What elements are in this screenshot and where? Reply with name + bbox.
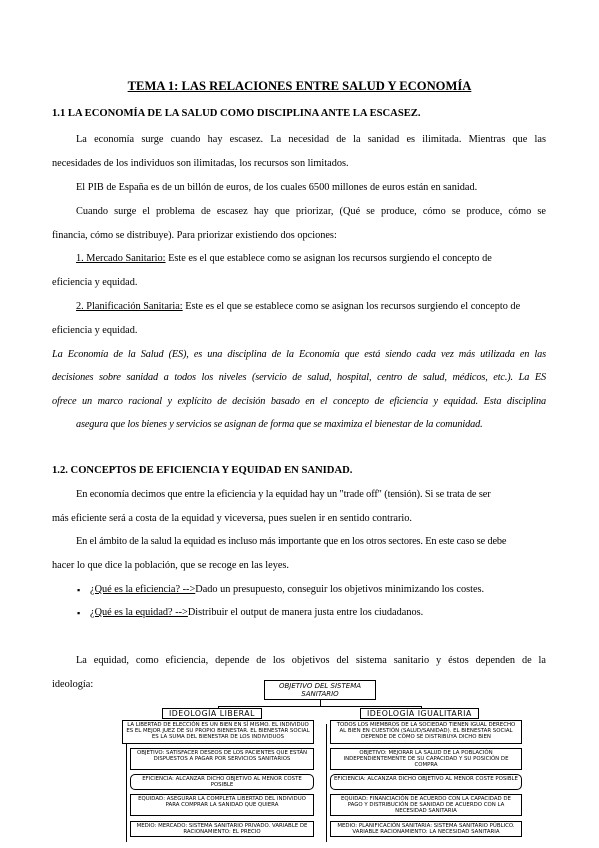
ideology-diagram: [116, 680, 524, 846]
bullet-text: [90, 584, 546, 596]
option-text: Este es el que establece como se asignan los recursos surgiendo el concepto de: [165, 253, 492, 264]
paragraph-line: eficiencia y equidad.: [52, 277, 138, 288]
igualitaria-box-equity: EQUIDAD: FINANCIACIÓN DE ACUERDO CON LA CAPACIDAD DE PAGO Y DISTRIBUCIÓN DE SANIDAD DE ACUERDO CON LA NECESIDAD SANITARIA: [330, 794, 522, 816]
option-label: 2. Planificación Sanitaria:: [76, 301, 183, 312]
bullet-answer: Distribuir el output de manera justa entre los ciudadanos.: [187, 607, 424, 618]
paragraph-line: financia, cómo se distribuye). Para priorizar existiendo dos opciones:: [52, 230, 337, 241]
italic-line: ofrece un marco racional y explícito de decisión basado en el concepto de eficiencia y equidad. Esta disciplina: [52, 396, 546, 407]
liberal-box-means: MEDIO: MERCADO: SISTEMA SANITARIO PRIVADO. VARIABLE DE RACIONAMIENTO: EL PRECIO: [130, 821, 314, 837]
paragraph-line: más eficiente será a costa de la equidad y viceversa, pues suelen ir en sentido contrario.: [52, 513, 412, 524]
objective-box: OBJETIVO DEL SISTEMA SANITARIO: [264, 680, 376, 700]
bullet-icon: ▪: [77, 585, 81, 595]
paragraph-line: El PIB de España es de un billón de euros, de los cuales 6500 millones de euros están en sanidad.: [76, 182, 478, 193]
italic-line: La Economía de la Salud (ES), es una disciplina de la Economía que está siendo cada vez más utilizada en las: [52, 349, 546, 360]
italic-line: asegura que los bienes y servicios se asignan de forma que se maximiza el bienestar de la comunidad.: [76, 419, 483, 430]
bullet-equidad: [0, 607, 599, 621]
paragraph-line: La equidad, como eficiencia, depende de los objetivos del sistema sanitario y éstos dependen de la: [76, 655, 546, 666]
section-heading-2: 1.2. CONCEPTOS DE EFICIENCIA Y EQUIDAD EN SANIDAD.: [52, 465, 353, 476]
liberal-box-equity: EQUIDAD: ASEGURAR LA COMPLETA LIBERTAD DEL INDIVIDUO PARA COMPRAR LA SANIDAD QUE QUIERA: [130, 794, 314, 816]
italic-line: decisiones sobre sanidad a todos los niveles (servicio de salud, hospital, centro de salud, médicos, etc.). La ES: [52, 372, 546, 383]
paragraph-line: En el ámbito de la salud la equidad es incluso más importante que en los otros sectores. En este caso se debe: [76, 536, 507, 547]
bullet-answer: Dado un presupuesto, conseguir los objetivos minimizando los costes.: [195, 584, 485, 595]
section-heading-1: 1.1 LA ECONOMÍA DE LA SALUD COMO DISCIPLINA ANTE LA ESCASEZ.: [52, 108, 421, 119]
page-title: TEMA 1: LAS RELACIONES ENTRE SALUD Y ECONOMÍA: [127, 79, 472, 93]
paragraph-line: necesidades de los individuos son ilimitadas, los recursos son limitados.: [52, 158, 349, 169]
igualitaria-label: IDEOLOGÍA IGUALITARIA: [360, 708, 479, 719]
bullet-question: ¿Qué es la eficiencia? -->: [90, 584, 196, 595]
paragraph-line: eficiencia y equidad.: [52, 325, 138, 336]
paragraph-line: La economía surge cuando hay escasez. La necesidad de la sanidad es ilimitada. Mientras que las: [76, 134, 546, 145]
igualitaria-box-objective: OBJETIVO: MEJORAR LA SALUD DE LA POBLACIÓN INDEPENDIENTEMENTE DE SU CAPACIDAD Y SU POSICIÓN DE COMPRA: [330, 748, 522, 770]
option-label: 1. Mercado Sanitario:: [76, 253, 166, 264]
connector-line: [326, 724, 327, 842]
liberal-box-objective: OBJETIVO: SATISFACER DESEOS DE LOS PACIENTES QUE ESTÁN DISPUESTOS A PAGAR POR SERVICIOS SANITARIOS: [130, 748, 314, 770]
paragraph-line: ideología:: [52, 679, 94, 690]
liberal-label: IDEOLOGÍA LIBERAL: [162, 708, 262, 719]
igualitaria-box-efficiency: EFICIENCIA: ALCANZAR DICHO OBJETIVO AL MENOR COSTE POSIBLE: [330, 774, 522, 790]
liberal-box-efficiency: EFICIENCIA: ALCANZAR DICHO OBJETIVO AL MENOR COSTE POSIBLE: [130, 774, 314, 790]
option-text: Este es el que se establece como se asignan los recursos surgiendo el concepto de: [182, 301, 521, 312]
bullet-text: [90, 607, 546, 619]
paragraph-line: hacer lo que dice la población, que se recoge en las leyes.: [52, 560, 290, 571]
igualitaria-box-principle: TODOS LOS MIEMBROS DE LA SOCIEDAD TIENEN IGUAL DERECHO AL BIEN EN CUESTIÓN (SALUD/SANIDAD). EL BIENESTAR SOCIAL DEPENDE DE CÓMO SE DISTRIBUYA DICHO BIEN: [330, 720, 522, 744]
paragraph-line: En economía decimos que entre la eficiencia y la equidad hay un "trade off" (tensión). Si se trata de ser: [76, 489, 491, 500]
liberal-box-principle: LA LIBERTAD DE ELECCIÓN ES UN BIEN EN SÍ MISMO. EL INDIVIDUO ES EL MEJOR JUEZ DE SU PROPIO BIENESTAR. EL BIENESTAR SOCIAL ES LA SUMA DEL BIENESTAR DE LOS INDIVIDUOS: [122, 720, 314, 744]
option-planificacion: [52, 301, 546, 313]
paragraph-line: Cuando surge el problema de escasez hay que priorizar, (Qué se produce, cómo se produce, cómo se: [76, 206, 546, 217]
igualitaria-box-means: MEDIO: PLANIFICACIÓN SANITARIA: SISTEMA SANITARIO PÚBLICO. VARIABLE RACIONAMIENTO: LA NECESIDAD SANITARIA: [330, 821, 522, 837]
bullet-question: ¿Qué es la equidad? -->: [90, 607, 188, 618]
bullet-eficiencia: [0, 584, 599, 598]
bullet-icon: ▪: [77, 608, 81, 618]
option-mercado: [52, 253, 546, 265]
